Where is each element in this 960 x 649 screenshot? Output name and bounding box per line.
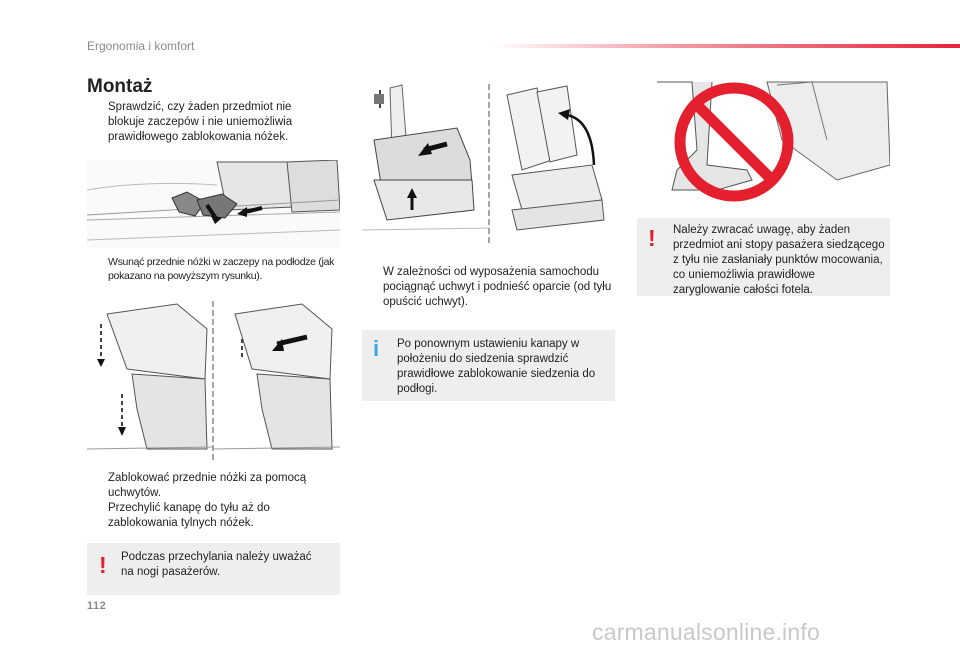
watermark: carmanualsonline.info [592,619,820,645]
step-tilt-bench: Przechylić kanapę do tyłu aż do zablokowania tylnych nóżek. [108,502,270,529]
step-insert-front-legs: Wsunąć przednie nóżki w zaczepy na podłodze (jak pokazano na powyższym rysunku). [108,256,335,282]
warning-box-feet: ! Podczas przechylania należy uważać na nogi pasażerów. [87,543,340,595]
illustration-backrest-lift [362,80,615,247]
step-lift-backrest: W zależności od wyposażenia samochodu pociągnąć uchwyt i podnieść oparcie (od tyłu opuścić uchwyt). [383,266,612,308]
section-title: Ergonomia i komfort [87,39,195,53]
step-lock-front-legs: Zablokować przednie nóżki za pomocą uchwytów. [108,472,307,499]
warning-icon: ! [648,225,656,251]
warning-box-anchor-points: ! Należy zwracać uwagę, aby żaden przedmiot ani stopy pasażera siedzącego z tyłu nie zasłaniały punktów mocowania, co uniemożliwia prawidłowe zaryglowanie całości fotela. [637,218,890,296]
illustration-floor-attachments [87,160,340,248]
step-check-attachments: Sprawdzić, czy żaden przedmiot nie blokuje zaczepów i nie uniemożliwia prawidłowego zablokowania nóżek. [108,101,293,143]
illustration-prohibited-feet [637,80,890,205]
info-box-check-lock: i Po ponownym ustawieniu kanapy w położeniu do siedzenia sprawdzić prawidłowe zablokowanie siedzenia do podłogi. [362,330,615,401]
warning-icon: ! [99,552,107,578]
info-icon: i [373,336,380,361]
illustration-lock-and-tilt [87,299,340,463]
page-title: Montaż [87,76,153,97]
page-number: 112 [87,600,107,612]
header-accent-line [490,44,960,48]
